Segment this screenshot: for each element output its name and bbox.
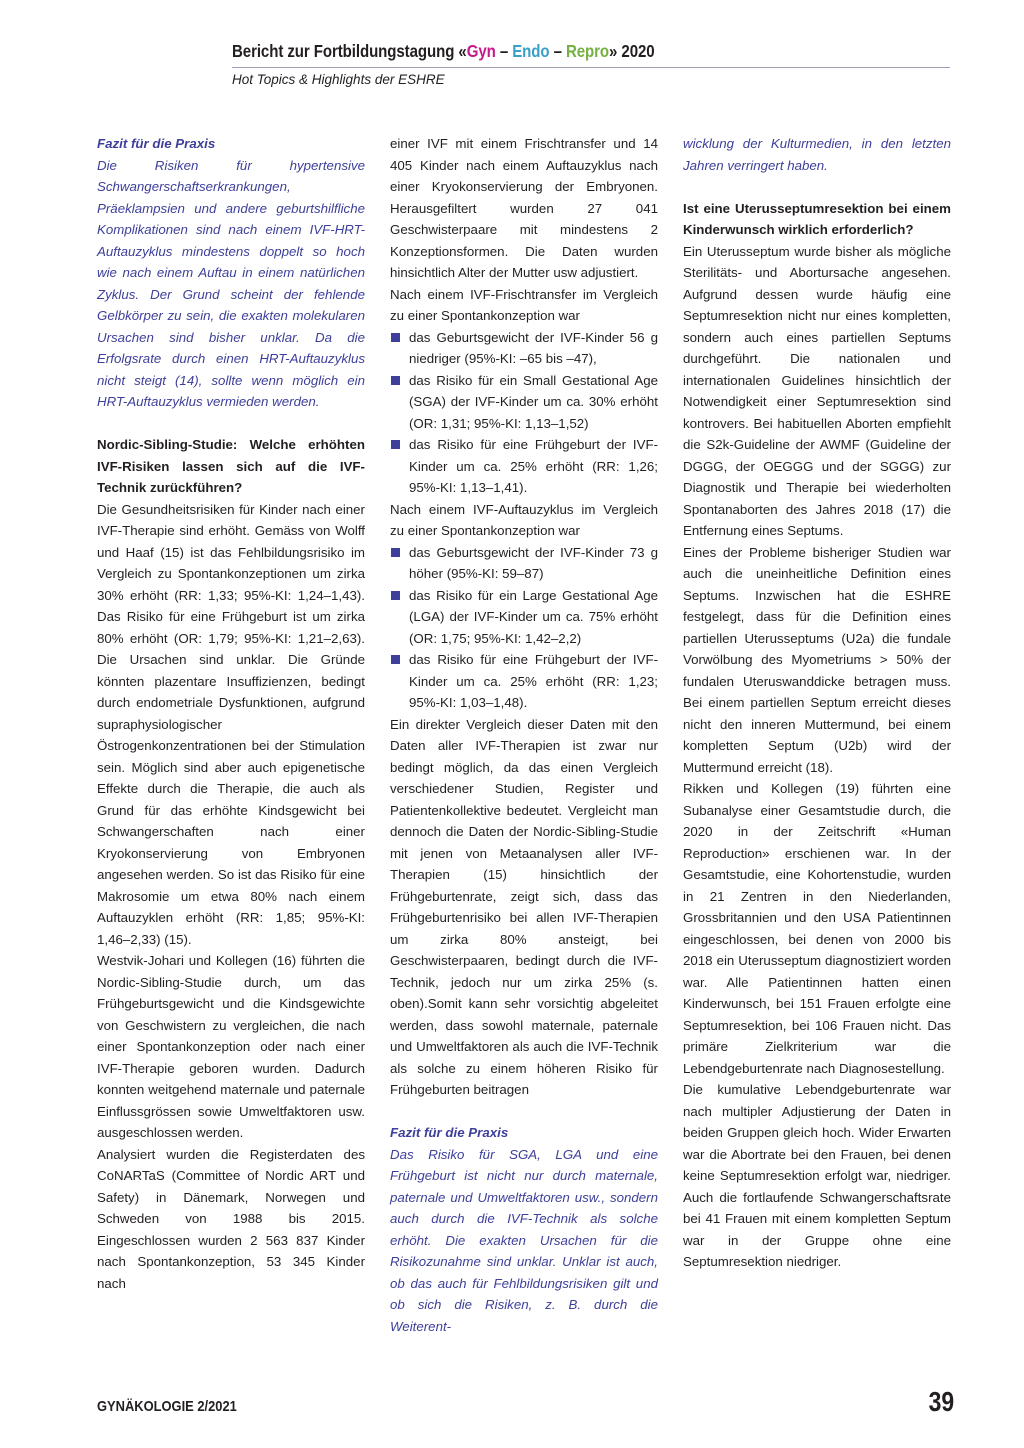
list-item: das Risiko für eine Frühgeburt der IVF-Kinder um ca. 25% erhöht (RR: 1,26; 95%-KI: 1,13–1,41).	[390, 434, 658, 499]
footer-journal: GYNÄKOLOGIE 2/2021	[97, 1398, 237, 1415]
paragraph: Nach einem IVF-Frischtransfer im Vergleich zu einer Spontankonzeption war	[390, 286, 658, 323]
header-title-prefix: Bericht zur Fortbildungstagung «	[232, 41, 467, 61]
paragraph: Die kumulative Lebendgeburtenrate war nach multipler Adjustierung der Daten in beiden Gruppen gleich hoch. Wider Erwarten war die Abortrate bei den Frauen, bei denen keine Septumresektion erfolgt war, niedriger. Auch die fortlaufende Schwangerschaftsrate bei 41 Frauen mit einem kompletten Septum war in der Gruppe ohne eine Septumresektion niedriger.	[683, 1082, 951, 1269]
list-item: das Risiko für ein Large Gestational Age (LGA) der IVF-Kinder um ca. 75% erhöht (OR: 1,75; 95%-KI: 1,42–2,2)	[390, 585, 658, 650]
section-heading-uterusseptum: Ist eine Uterusseptumresektion bei einem Kinderwunsch wirklich erforderlich?	[683, 200, 951, 237]
fazit-box-2	[390, 1122, 658, 1337]
fazit-title: Fazit für die Praxis	[390, 1125, 509, 1140]
paragraph: einer IVF mit einem Frischtransfer und 14 405 Kinder nach einem Auftauzyklus nach einer Kryokonservierung der Embryonen. Herausgefiltert wurden 27 041 Geschwisterpaare mit mindestens 2 Konzeptionsformen. Die Daten wurden hinsichtlich Alter der Mutter usw adjustiert.	[390, 136, 658, 280]
fazit-text: Das Risiko für SGA, LGA und eine Frühgeburt ist nicht nur durch maternale, paternale und Umweltfaktoren usw., sondern auch durch die IVF-Technik als solche erhöht. Die exakten Ursachen für die Risikozunahme sind unklar. Unklar ist auch, ob das auch für Fehlbildungsrisiken gilt und ob sich die Risiken, z. B. durch die Weiterent-	[390, 1146, 658, 1334]
header-gyn: Gyn	[466, 41, 496, 61]
section-heading-nordic-sibling: Nordic-Sibling-Studie: Welche erhöhten IVF-Risiken lassen sich auf die IVF-Technik zurückführen?	[97, 437, 365, 495]
header-endo: Endo	[512, 41, 550, 61]
fazit-text: Die Risiken für hypertensive Schwangerschaftserkrankungen, Präeklampsien und andere geburtshilfliche Komplikationen sind nach einem IVF-HRT-Auftauzyklus mindestens doppelt so hoch wie nach einem Auftau in einem natürlichen Zyklus. Der Grund scheint der fehlende Gelbkörper zu sein, die exakten molekularen Ursachen sind bisher unklar. Da die Erfolgsrate durch einen HRT-Auftauzyklus nicht steigt (14), sollte wenn möglich ein HRT-Auftauzyklus vermieden werden.	[97, 157, 365, 409]
spacer	[97, 413, 365, 435]
paragraph: Rikken und Kollegen (19) führten eine Subanalyse einer Gesamtstudie durch, die 2020 in der Zeitschrift «Human Reproduction» erschienen war. In der Gesamtstudie, eine Kohortenstudie, wurden in 21 Zentren in den Niederlanden, Grossbritannien und den USA Patientinnen eingeschlossen, bei denen von 2000 bis 2018 ein Uterusseptum diagnostiziert worden war. Alle Patientinnen hatten einen Kinderwunsch, bei 151 Frauen erfolgte eine Septumresektion, bei 106 Frauen nicht. Das primäre Zielkriterium war die Lebendgeburtenrate nach Diagnosestellung.	[683, 781, 951, 1076]
header-dash-1: –	[495, 41, 513, 61]
header-repro: Repro	[565, 41, 610, 61]
column-1	[97, 133, 365, 1294]
list-item: das Risiko für ein Small Gestational Age (SGA) der IVF-Kinder um ca. 30% erhöht (OR: 1,31; 95%-KI: 1,13–1,52)	[390, 370, 658, 435]
list-item: das Geburtsgewicht der IVF-Kinder 73 g höher (95%-KI: 59–87)	[390, 542, 658, 585]
fazit-box-1	[97, 133, 365, 413]
fazit-title: Fazit für die Praxis	[97, 136, 216, 151]
paragraph: Ein Uterusseptum wurde bisher als mögliche Sterilitäts- und Abortursache angesehen. Aufgrund dessen wurde häufig eine Septumresektion nicht nur eines kompletten, sondern auch eines partiellen Septums durchgeführt. Die nationalen und internationalen Guidelines hinsichtlich der Notwendigkeit einer Septumresektion sind kontrovers. Bei habituellen Aborten empfiehlt die S2k-Guideline der AWMF (Guideline der DGGG, der OEGGG und der SGGG) zur Diagnostik und Therapie bei wiederholten Spontanaborten des Jahres 2018 (17) die Entfernung eines Septums.	[683, 243, 951, 538]
column-2	[390, 133, 658, 1337]
spacer	[390, 1101, 658, 1123]
paragraph: Ein direkter Vergleich dieser Daten mit den Daten aller IVF-Therapien ist zwar nur bedingt möglich, da das einen Vergleich verschiedener Studien, Register und Patientenkollektive bedeutet. Vergleicht man dennoch die Daten der Nordic-Sibling-Studie mit jenen von Metaanalysen aller IVF-Therapien (15) hinsichtlich der Frühgeburtenrate, zeigt sich, dass das Frühgeburtenrisiko bei allen IVF-Therapien um zirka 80% ansteigt, bei Geschwisterpaaren, bedingt durch die IVF-Technik, jedoch nur um zirka 25% (s. oben).Somit kann sehr vorsichtig abgeleitet werden, dass sowohl maternale, paternale und Umweltfaktoren als auch die IVF-Technik als solche zu einem höheren Risiko für Frühgeburten beitragen	[390, 716, 658, 1097]
list-item: das Geburtsgewicht der IVF-Kinder 56 g niedriger (95%-KI: –65 bis –47),	[390, 327, 658, 370]
paragraph: Nach einem IVF-Auftauzyklus im Vergleich zu einer Spontankonzeption war	[390, 501, 658, 538]
fazit-box-2-continued	[683, 133, 951, 176]
running-header	[232, 40, 950, 87]
paragraph: Westvik-Johari und Kollegen (16) führten die Nordic-Sibling-Studie durch, um das Frühgeburtsgewicht und die Kindsgewichte von Geschwistern zu vergleichen, die nach einer Spontankonzeption oder nach einer IVF-Therapie geboren wurden. Dadurch konnten weitgehend maternale und paternale Einflussgrössen sowie Umweltfaktoren usw. ausgeschlossen werden.	[97, 953, 365, 1140]
bullet-list-frischtransfer	[390, 327, 658, 499]
bullet-list-auftauzyklus	[390, 542, 658, 714]
paragraph: Analysiert wurden die Registerdaten des CoNARTaS (Committee of Nordic ART und Safety) in Dänemark, Norwegen und Schweden von 1988 bis 2015. Eingeschlossen wurden 2 563 837 Kinder nach Spontankonzeption, 53 345 Kinder nach	[97, 1146, 365, 1291]
header-title-suffix: » 2020	[609, 41, 655, 61]
header-rule	[232, 67, 950, 68]
spacer	[683, 176, 951, 198]
header-dash-2: –	[549, 41, 566, 61]
header-subtitle: Hot Topics & Highlights der ESHRE	[232, 72, 445, 87]
page-number: 39	[928, 1386, 954, 1417]
list-item: das Risiko für eine Frühgeburt der IVF-Kinder um ca. 25% erhöht (RR: 1,23; 95%-KI: 1,03–1,48).	[390, 649, 658, 714]
paragraph: Eines der Probleme bisheriger Studien war auch die uneinheitliche Definition eines Septums. Inzwischen hat die ESHRE festgelegt, dass für die Definition eines partiellen Uterusseptums (U2a) die fundale Vorwölbung des Myometriums > 50% der fundalen Uteruswanddicke betragen muss. Bei einem partiellen Septum erreicht dieses nicht den inneren Muttermund, bei einem kompletten Septum (U2b) wird der Muttermund erreicht (18).	[683, 544, 951, 775]
column-3	[683, 133, 951, 1273]
paragraph: Die Gesundheitsrisiken für Kinder nach einer IVF-Therapie sind erhöht. Gemäss von Wolff und Haaf (15) ist das Fehlbildungsrisiko im Vergleich zu Spontankonzeptionen um zirka 30% erhöht (RR: 1,33; 95%-KI: 1,24–1,43). Das Risiko für eine Frühgeburt ist um zirka 80% erhöht (OR: 1,79; 95%-KI: 1,21–2,63). Die Ursachen sind unklar. Die Gründe könnten plazentare Insuffizienzen, bedingt durch endometriale Dysfunktionen, aufgrund supraphysiologischer Östrogenkonzentrationen bei der Stimulation sein. Möglich sind aber auch epigenetische Effekte durch die Therapie, die auch als Grund für das erhöhte Kindsgewicht bei Schwangerschaften nach einer Kryokonservierung von Embryonen angesehen werden. So ist das Risiko für eine Makrosomie um etwa 80% nach einem Auftauzyklen erhöht (RR: 1,85; 95%-KI: 1,46–2,33) (15).	[97, 501, 365, 947]
fazit-text-continued: wicklung der Kulturmedien, in den letzten Jahren verringert haben.	[683, 136, 951, 173]
header-title	[232, 40, 849, 62]
